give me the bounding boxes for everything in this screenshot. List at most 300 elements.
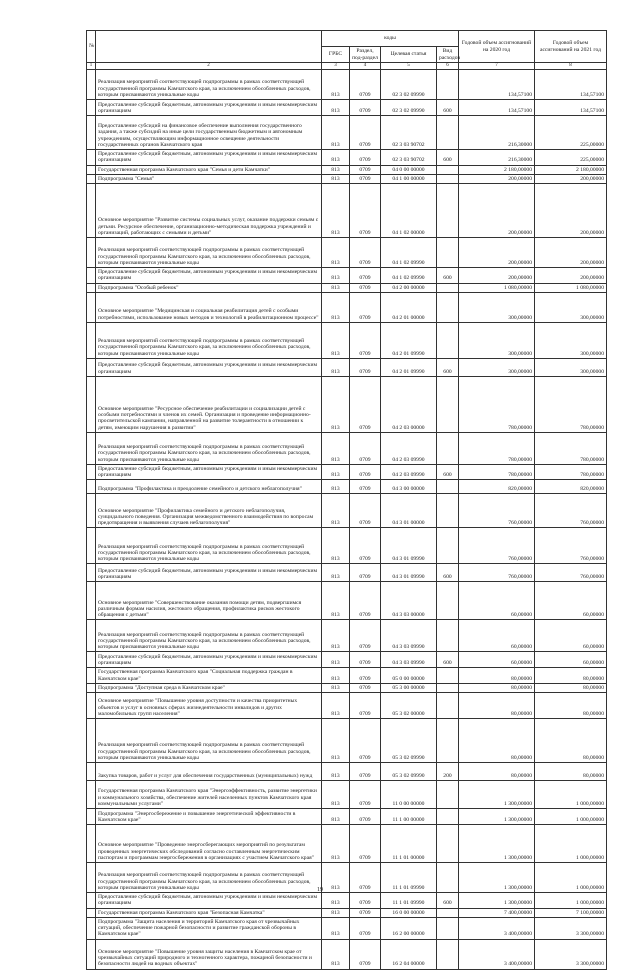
vr-cell: 600 [437,100,459,116]
razdel-cell: 0709 [350,863,381,893]
csr-cell: 04 2 03 09990 [381,464,437,480]
row-name-cell: Подпрограмма "Энергосбережение и повышение энергетической эффективности в Камчатском крае" [96,809,322,825]
row-number-cell [87,480,96,494]
table-row [87,528,607,564]
table-row [87,668,607,684]
grbs-cell: 813 [322,917,350,939]
table-row [87,150,607,166]
vr-cell: 600 [437,358,459,376]
grbs-cell: 813 [322,683,350,692]
csr-cell: 04 3 03 09990 [381,652,437,668]
csr-cell: 11 1 00 00000 [381,809,437,825]
sum-2020-cell: 760,00000 [459,564,535,582]
row-number-cell [87,376,96,432]
vr-cell [437,292,459,322]
grbs-cell: 813 [322,781,350,809]
row-name-cell: Реализация мероприятий соответствующей подпрограммы в рамках соответствующей государственной программы Камчатского края, за исключением обособленных расходов, которым присваиваются уникальные коды [96,70,322,100]
grbs-cell: 813 [322,825,350,863]
table-row [87,70,607,100]
table-row [87,652,607,668]
sum-2020-cell: 1 300,00000 [459,825,535,863]
row-number-cell [87,165,96,174]
vr-cell [437,494,459,528]
sum-2021-cell: 760,00000 [535,494,607,528]
sum-2020-cell: 134,57100 [459,100,535,116]
row-number-cell [87,939,96,969]
razdel-cell: 0709 [350,268,381,284]
row-name-cell: Реализация мероприятий соответствующей подпрограммы в рамках соответствующей государственной программы Камчатского края, за исключением обособленных расходов, которым присваиваются уникальные коды [96,528,322,564]
csr-cell: 05 0 00 00000 [381,668,437,684]
vr-cell [437,376,459,432]
row-number-cell [87,184,96,238]
csr-cell: 16 2 00 00000 [381,917,437,939]
sum-2020-cell: 200,00000 [459,268,535,284]
header-razdel: Раздел, под-раздел [350,47,381,63]
row-number-cell [87,917,96,939]
row-name-cell: Реализация мероприятий соответствующей подпрограммы в рамках соответствующей государственной программы Камчатского края, за исключением обособленных расходов, которым присваиваются уникальные коды [96,432,322,464]
sum-2020-cell: 300,00000 [459,358,535,376]
csr-cell: 04 3 01 00000 [381,494,437,528]
table-row [87,719,607,763]
table-row [87,100,607,116]
vr-cell [437,781,459,809]
row-number-cell [87,825,96,863]
row-name-cell: Реализация мероприятий соответствующей подпрограммы в рамках соответствующей государственной программы Камчатского края, за исключением обособленных расходов, которым присваиваются уникальные коды [96,719,322,763]
table-row [87,939,607,969]
sum-2021-cell: 134,57100 [535,100,607,116]
grbs-cell: 813 [322,564,350,582]
razdel-cell: 0709 [350,432,381,464]
vr-cell [437,693,459,719]
vr-cell: 200 [437,763,459,781]
sum-2021-cell: 200,00000 [535,238,607,268]
razdel-cell: 0709 [350,668,381,684]
grbs-cell: 813 [322,480,350,494]
row-number-cell [87,283,96,292]
grbs-cell: 813 [322,719,350,763]
table-row [87,620,607,652]
vr-cell [437,809,459,825]
header-grbs: ГРБС [322,47,350,63]
row-number-cell [87,268,96,284]
row-name-cell: Государственная программа Камчатского края "Безопасная Камчатка" [96,908,322,917]
csr-cell: 04 1 02 09990 [381,238,437,268]
row-name-cell: Предоставление субсидий бюджетным, автономным учреждениям и иным некоммерческим организациям [96,150,322,166]
vr-cell [437,283,459,292]
sum-2020-cell: 760,00000 [459,528,535,564]
csr-cell: 04 1 00 00000 [381,174,437,183]
grbs-cell: 813 [322,582,350,620]
row-name-cell: Основное мероприятие "Совершенствование оказания помощи детям, подвергшимся различным формам насилия, жестокого обращения, профилактика рисков жестокого обращения с детьми" [96,582,322,620]
razdel-cell: 0709 [350,184,381,238]
row-name-cell: Основное мероприятие "Повышение уровня доступности и качества приоритетных объектов и услуг в основных сферах жизнедеятельности инвалидов и других маломобильных групп населения" [96,693,322,719]
grbs-cell: 813 [322,908,350,917]
csr-cell: 04 3 00 00000 [381,480,437,494]
razdel-cell: 0709 [350,763,381,781]
vr-cell [437,825,459,863]
vr-cell [437,917,459,939]
row-name-cell: Реализация мероприятий соответствующей подпрограммы в рамках соответствующей государственной программы Камчатского края, за исключением обособленных расходов, которым присваиваются уникальные коды [96,863,322,893]
sum-2021-cell: 80,00000 [535,693,607,719]
csr-cell: 04 1 02 09990 [381,268,437,284]
razdel-cell: 0709 [350,464,381,480]
grbs-cell: 813 [322,292,350,322]
sum-2020-cell: 80,00000 [459,683,535,692]
row-number-cell [87,150,96,166]
sum-2020-cell: 134,57100 [459,70,535,100]
sum-2021-cell: 1 000,00000 [535,863,607,893]
row-number-cell [87,582,96,620]
csr-cell: 04 3 01 09990 [381,564,437,582]
row-name-cell: Подпрограмма "Профилактика и преодоление семейного и детского неблагополучия" [96,480,322,494]
sum-2021-cell: 760,00000 [535,528,607,564]
row-name-cell: Предоставление субсидий бюджетным, автономным учреждениям и иным некоммерческим организациям [96,268,322,284]
sum-2021-cell: 225,00000 [535,150,607,166]
razdel-cell: 0709 [350,70,381,100]
razdel-cell: 0709 [350,376,381,432]
table-row [87,763,607,781]
sum-2020-cell: 780,00000 [459,464,535,480]
csr-cell: 02 3 03 90702 [381,116,437,150]
csr-cell: 04 3 01 09990 [381,528,437,564]
table-row [87,464,607,480]
csr-cell: 04 1 02 00000 [381,184,437,238]
sum-2020-cell: 3 400,00000 [459,939,535,969]
header-codes: коды [322,31,459,47]
table-row [87,683,607,692]
table-body [87,70,607,970]
table-row [87,165,607,174]
sum-2020-cell: 300,00000 [459,322,535,358]
grbs-cell: 813 [322,70,350,100]
sum-2021-cell: 1 000,00000 [535,809,607,825]
table-row [87,268,607,284]
grbs-cell: 813 [322,464,350,480]
grbs-cell: 813 [322,693,350,719]
sum-2021-cell: 200,00000 [535,268,607,284]
header-name [96,31,322,63]
row-number-cell [87,432,96,464]
document-page [86,30,606,970]
grbs-cell: 813 [322,863,350,893]
row-number-cell [87,464,96,480]
razdel-cell: 0709 [350,719,381,763]
budget-table [86,30,607,970]
sum-2020-cell: 216,30000 [459,150,535,166]
sum-2020-cell: 1 300,00000 [459,893,535,909]
row-name-cell: Государственная программа Камчатского края "Энергоэффективность, развитие энергетики и коммунального хозяйства, обеспечение жителей населенных пунктов Камчатского края коммунальными услугами" [96,781,322,809]
row-name-cell: Государственная программа Камчатского края "Социальная поддержка граждан в Камчатском крае" [96,668,322,684]
table-row [87,480,607,494]
csr-cell: 04 3 03 00000 [381,582,437,620]
row-number-cell [87,693,96,719]
row-name-cell: Государственная программа Камчатского края "Семья и дети Камчатки" [96,165,322,174]
csr-cell: 05 3 02 09990 [381,719,437,763]
row-name-cell: Закупка товаров, работ и услуг для обеспечения государственных (муниципальных) нужд [96,763,322,781]
header-no: № [87,31,96,63]
razdel-cell: 0709 [350,893,381,909]
sum-2021-cell: 300,00000 [535,358,607,376]
sum-2020-cell: 760,00000 [459,494,535,528]
razdel-cell: 0709 [350,809,381,825]
csr-cell: 05 3 02 09990 [381,763,437,781]
row-name-cell: Подпрограмма "Семья" [96,174,322,183]
sum-2021-cell: 80,00000 [535,668,607,684]
sum-2020-cell: 2 180,00000 [459,165,535,174]
table-row [87,238,607,268]
table-row [87,825,607,863]
row-number-cell [87,564,96,582]
vr-cell [437,908,459,917]
sum-2020-cell: 1 080,00000 [459,283,535,292]
row-name-cell: Основное мероприятие "Развитие системы социальных услуг, оказание поддержки семьям с детьми. Ресурсное обеспечение, организационно-методическая поддержка учреждений и организаций, работающих с семьями и детьми" [96,184,322,238]
razdel-cell: 0709 [350,683,381,692]
razdel-cell: 0709 [350,174,381,183]
row-name-cell: Предоставление субсидий бюджетным, автономным учреждениям и иным некоммерческим организациям [96,893,322,909]
csr-cell: 04 2 01 00000 [381,292,437,322]
sum-2021-cell: 1 000,00000 [535,781,607,809]
sum-2021-cell: 200,00000 [535,184,607,238]
csr-cell: 04 2 03 00000 [381,376,437,432]
vr-cell [437,582,459,620]
sum-2021-cell: 3 300,00000 [535,917,607,939]
table-row [87,908,607,917]
row-name-cell: Реализация мероприятий соответствующей подпрограммы в рамках соответствующей государственной программы Камчатского края, за исключением обособленных расходов, которым присваиваются уникальные коды [96,322,322,358]
vr-cell [437,174,459,183]
sum-2020-cell: 1 300,00000 [459,809,535,825]
row-name-cell: Предоставление субсидий на финансовое обеспечение выполнения государственного задания, а также субсидий на иные цели государственным бюджетным и автономным учреждениям, осуществляющим информационное освещение деятельности государственных органов Камчатского края [96,116,322,150]
sum-2020-cell: 300,00000 [459,292,535,322]
row-number-cell [87,809,96,825]
grbs-cell: 813 [322,809,350,825]
sum-2021-cell: 2 180,00000 [535,165,607,174]
sum-2021-cell: 3 300,00000 [535,939,607,969]
vr-cell [437,683,459,692]
grbs-cell: 813 [322,184,350,238]
razdel-cell: 0709 [350,582,381,620]
column-index: 1 [87,63,96,70]
row-name-cell: Основное мероприятие "Проведение энергосберегающих мероприятий по результатам проведенных энергетических обследований согласно составленным энергетическим паспортам и программам энергосбережения в организациях с участием Камчатского края" [96,825,322,863]
sum-2020-cell: 216,30000 [459,116,535,150]
vr-cell [437,939,459,969]
row-name-cell: Основное мероприятие "Повышение уровня защиты населения в Камчатском крае от чрезвычайных ситуаций природного и техногенного характера, пожарной безопасности и безопасности людей на водных объектах" [96,939,322,969]
sum-2020-cell: 80,00000 [459,693,535,719]
row-number-cell [87,528,96,564]
column-index: 4 [350,63,381,70]
table-row [87,184,607,238]
vr-cell [437,165,459,174]
razdel-cell: 0709 [350,165,381,174]
csr-cell: 04 2 00 00000 [381,283,437,292]
grbs-cell: 813 [322,668,350,684]
table-row [87,292,607,322]
csr-cell: 05 3 02 00000 [381,693,437,719]
row-number-cell [87,719,96,763]
column-index: 3 [322,63,350,70]
row-name-cell: Предоставление субсидий бюджетным, автономным учреждениям и иным некоммерческим организациям [96,100,322,116]
grbs-cell: 813 [322,358,350,376]
vr-cell [437,70,459,100]
grbs-cell: 813 [322,100,350,116]
table-row [87,174,607,183]
vr-cell: 600 [437,464,459,480]
table-row [87,582,607,620]
csr-cell: 04 2 01 09990 [381,358,437,376]
table-row [87,893,607,909]
row-number-cell [87,70,96,100]
sum-2020-cell: 60,00000 [459,582,535,620]
table-row [87,781,607,809]
grbs-cell: 813 [322,939,350,969]
table-row [87,116,607,150]
sum-2021-cell: 760,00000 [535,564,607,582]
grbs-cell: 813 [322,652,350,668]
sum-2021-cell: 780,00000 [535,376,607,432]
vr-cell [437,480,459,494]
razdel-cell: 0709 [350,781,381,809]
row-name-cell: Подпрограмма "Доступная среда в Камчатском крае" [96,683,322,692]
sum-2021-cell: 300,00000 [535,322,607,358]
sum-2020-cell: 780,00000 [459,432,535,464]
sum-2021-cell: 1 000,00000 [535,825,607,863]
sum-2020-cell: 1 300,00000 [459,863,535,893]
row-number-cell [87,893,96,909]
grbs-cell: 813 [322,165,350,174]
csr-cell: 02 3 02 09990 [381,70,437,100]
razdel-cell: 0709 [350,292,381,322]
row-number-cell [87,908,96,917]
row-number-cell [87,683,96,692]
csr-cell: 04 2 03 09990 [381,432,437,464]
csr-cell: 11 1 01 00000 [381,825,437,863]
sum-2020-cell: 7 400,00000 [459,908,535,917]
razdel-cell: 0709 [350,358,381,376]
sum-2021-cell: 780,00000 [535,464,607,480]
column-index: 6 [437,63,459,70]
csr-cell: 04 0 00 00000 [381,165,437,174]
sum-2020-cell: 780,00000 [459,376,535,432]
table-row [87,432,607,464]
sum-2020-cell: 80,00000 [459,763,535,781]
row-name-cell: Реализация мероприятий соответствующей подпрограммы в рамках соответствующей государственной программы Камчатского края, за исключением обособленных расходов, которым присваиваются уникальные коды [96,620,322,652]
header-sum-2021: Годовой объем ассигнований на 2021 год [535,31,607,63]
grbs-cell: 813 [322,116,350,150]
csr-cell: 16 0 00 00000 [381,908,437,917]
sum-2020-cell: 80,00000 [459,668,535,684]
razdel-cell: 0709 [350,908,381,917]
razdel-cell: 0709 [350,494,381,528]
grbs-cell: 813 [322,283,350,292]
row-name-cell: Предоставление субсидий бюджетным, автономным учреждениям и иным некоммерческим организациям [96,652,322,668]
razdel-cell: 0709 [350,100,381,116]
razdel-cell: 0709 [350,620,381,652]
vr-cell [437,322,459,358]
sum-2021-cell: 7 100,00000 [535,908,607,917]
vr-cell [437,116,459,150]
row-number-cell [87,100,96,116]
vr-cell [437,528,459,564]
vr-cell: 600 [437,564,459,582]
vr-cell [437,238,459,268]
row-number-cell [87,116,96,150]
razdel-cell: 0709 [350,939,381,969]
sum-2021-cell: 60,00000 [535,620,607,652]
razdel-cell: 0709 [350,116,381,150]
sum-2020-cell: 1 300,00000 [459,781,535,809]
row-name-cell: Основное мероприятие "Ресурсное обеспечение реабилитации и социализации детей с особыми потребностями и членов их семей. Организация и проведение информационно-просветительской кампании, направленной на развитие толерантности в отношении к детям, имеющим нарушения в развитии" [96,376,322,432]
row-number-cell [87,174,96,183]
row-number-cell [87,668,96,684]
table-row [87,917,607,939]
row-number-cell [87,494,96,528]
row-name-cell: Подпрограмма "Защита населения и территорий Камчатского края от чрезвычайных ситуаций, обеспечение пожарной безопасности и развитие гражданской обороны в Камчатском крае" [96,917,322,939]
razdel-cell: 0709 [350,693,381,719]
table-row [87,283,607,292]
row-number-cell [87,292,96,322]
header-vr: Вид расходов [437,47,459,63]
sum-2020-cell: 60,00000 [459,620,535,652]
sum-2021-cell: 60,00000 [535,652,607,668]
row-number-cell [87,652,96,668]
csr-cell: 05 3 00 00000 [381,683,437,692]
vr-cell: 600 [437,150,459,166]
csr-cell: 02 3 03 90702 [381,150,437,166]
grbs-cell: 813 [322,528,350,564]
sum-2021-cell: 225,00000 [535,116,607,150]
header-csr: Целевая статья [381,47,437,63]
row-name-cell: Подпрограмма "Особый ребенок" [96,283,322,292]
grbs-cell: 813 [322,620,350,652]
sum-2020-cell: 200,00000 [459,174,535,183]
table-row [87,322,607,358]
header-row-top [87,31,607,47]
grbs-cell: 813 [322,174,350,183]
sum-2020-cell: 3 400,00000 [459,917,535,939]
csr-cell: 04 3 03 09990 [381,620,437,652]
row-number-cell [87,322,96,358]
razdel-cell: 0709 [350,238,381,268]
sum-2020-cell: 80,00000 [459,719,535,763]
column-index: 2 [96,63,322,70]
csr-cell: 02 3 02 09990 [381,100,437,116]
table-row [87,376,607,432]
grbs-cell: 813 [322,494,350,528]
grbs-cell: 813 [322,763,350,781]
grbs-cell: 813 [322,268,350,284]
table-row [87,358,607,376]
grbs-cell: 813 [322,432,350,464]
row-name-cell: Реализация мероприятий соответствующей подпрограммы в рамках соответствующей государственной программы Камчатского края, за исключением обособленных расходов, которым присваиваются уникальные коды [96,238,322,268]
row-name-cell: Предоставление субсидий бюджетным, автономным учреждениям и иным некоммерческим организациям [96,464,322,480]
vr-cell: 600 [437,268,459,284]
row-number-cell [87,763,96,781]
sum-2021-cell: 80,00000 [535,719,607,763]
csr-cell: 04 2 01 09990 [381,322,437,358]
row-number-cell [87,358,96,376]
page-number: 19 [317,887,323,893]
row-number-cell [87,781,96,809]
sum-2021-cell: 1 000,00000 [535,893,607,909]
grbs-cell: 813 [322,322,350,358]
table-row [87,494,607,528]
row-name-cell: Основное мероприятие "Профилактика семейного и детского неблагополучия, суицидального поведения. Организация межведомственного взаимодействия по вопросам предотвращения и выявления случаев неблагополучия" [96,494,322,528]
column-index: 8 [535,63,607,70]
grbs-cell: 813 [322,238,350,268]
grbs-cell: 813 [322,150,350,166]
razdel-cell: 0709 [350,480,381,494]
table-row [87,809,607,825]
razdel-cell: 0709 [350,322,381,358]
